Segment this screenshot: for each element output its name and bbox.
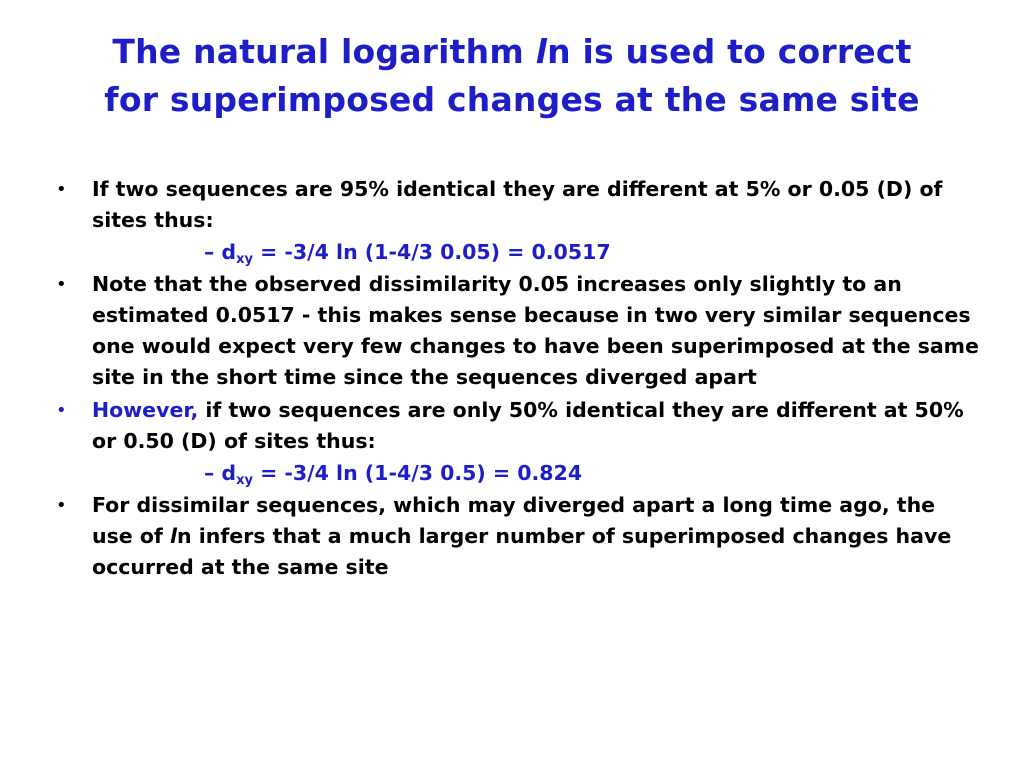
bullet-4-italic-l: l	[169, 524, 178, 548]
formula-1-expr: = -3/4 ln (1-4/3 0.05) = 0.0517	[252, 240, 611, 264]
bullet-1-text: If two sequences are 95% identical they are different at 5% or 0.05 (D) of sites thus:	[92, 177, 943, 232]
formula-1-dash: –	[204, 240, 215, 264]
formula-2-var: d	[221, 461, 237, 485]
bullet-2-text: Note that the observed dissimilarity 0.05 increases only slightly to an estimated 0.0517 - this makes sense because in two very similar sequences one would expect very few changes to have been superimposed at the same site in the short time since the sequences diverged apart	[92, 272, 979, 389]
formula-2-expr: = -3/4 ln (1-4/3 0.5) = 0.824	[252, 461, 583, 485]
formula-1-var: d	[221, 240, 237, 264]
title-line-1-pre: The natural logarithm	[112, 32, 536, 71]
formula-1-subscript: xy	[236, 252, 253, 267]
bullet-dot-icon: •	[56, 400, 67, 421]
bullet-dot-icon: •	[56, 179, 67, 200]
bullet-item-2	[52, 269, 982, 393]
title-line-2: for superimposed changes at the same site	[104, 80, 920, 119]
title-line-1-post: n is used to correct	[547, 32, 912, 71]
bullet-3-text: if two sequences are only 50% identical they are different at 50% or 0.50 (D) of sites thus:	[92, 398, 964, 453]
bullet-dot-icon: •	[56, 495, 67, 516]
slide-title	[40, 28, 984, 124]
formula-2-dash: –	[204, 461, 215, 485]
bullet-item-4	[52, 490, 982, 583]
formula-2	[52, 457, 982, 490]
bullet-list	[52, 174, 982, 583]
bullet-item-1	[52, 174, 982, 236]
formula-2-subscript: xy	[236, 473, 253, 488]
bullet-3-lead: However,	[92, 398, 199, 422]
bullet-dot-icon: •	[56, 274, 67, 295]
bullet-item-3	[52, 395, 982, 457]
title-line-1	[40, 28, 984, 76]
bullet-4-pre: For dissimilar sequences, which may diverged apart a long time ago, the use of	[92, 493, 936, 548]
formula-1	[52, 236, 982, 269]
bullet-4-post: n infers that a much larger number of superimposed changes have occurred at the same site	[92, 524, 952, 579]
title-italic-l: l	[535, 32, 548, 71]
